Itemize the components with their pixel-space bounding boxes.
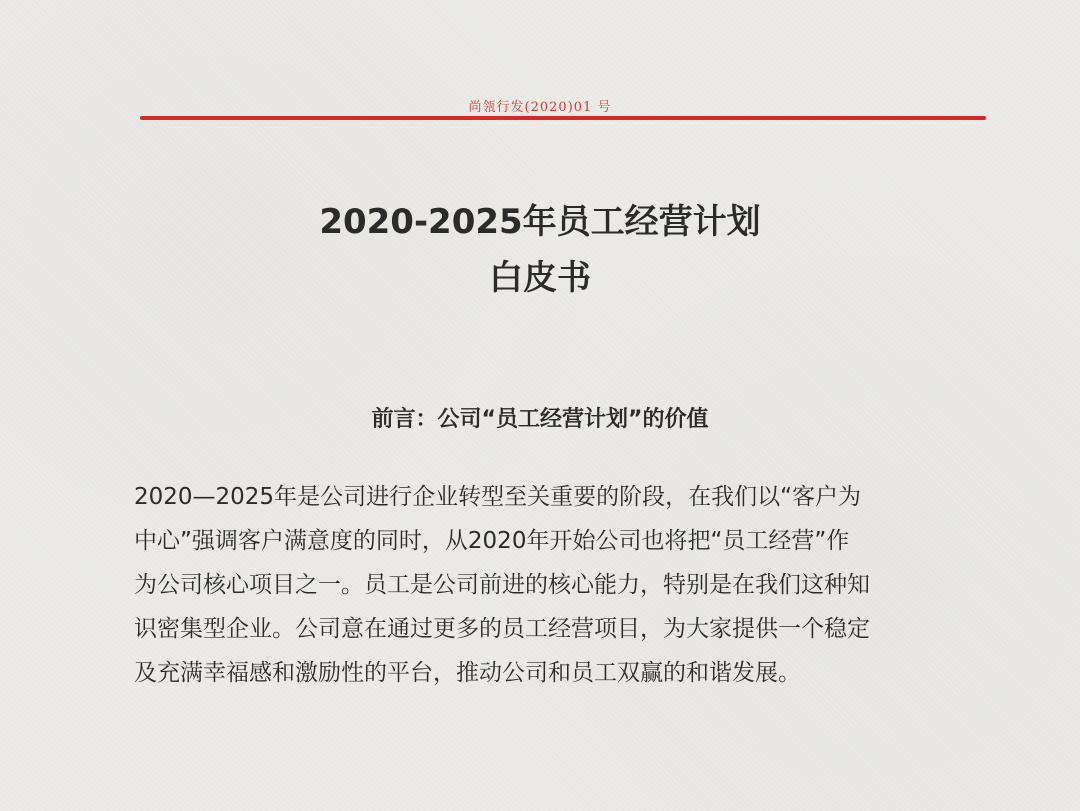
body-line-3: 为公司核心项目之一。员工是公司前进的核心能力，特别是在我们这种知 xyxy=(134,572,870,598)
red-header-rule xyxy=(140,116,986,120)
body-line-4: 识密集型企业。公司意在通过更多的员工经营项目，为大家提供一个稳定 xyxy=(134,616,870,642)
document-title xyxy=(0,194,1080,306)
body-line-5: 及充满幸福感和激励性的平台，推动公司和员工双赢的和谐发展。 xyxy=(134,660,801,686)
title-line-1: 2020-2025年员工经营计划 xyxy=(319,202,761,242)
section-heading: 前言：公司“员工经营计划”的价值 xyxy=(371,407,709,432)
title-line-2: 白皮书 xyxy=(489,258,591,298)
body-paragraph xyxy=(134,475,952,695)
document-number: 尚瓴行发(2020)01 号 xyxy=(468,100,612,115)
body-line-2: 中心”强调客户满意度的同时，从2020年开始公司也将把“员工经营”作 xyxy=(134,528,850,554)
body-line-1: 2020—2025年是公司进行企业转型至关重要的阶段，在我们以“客户为 xyxy=(134,484,861,510)
